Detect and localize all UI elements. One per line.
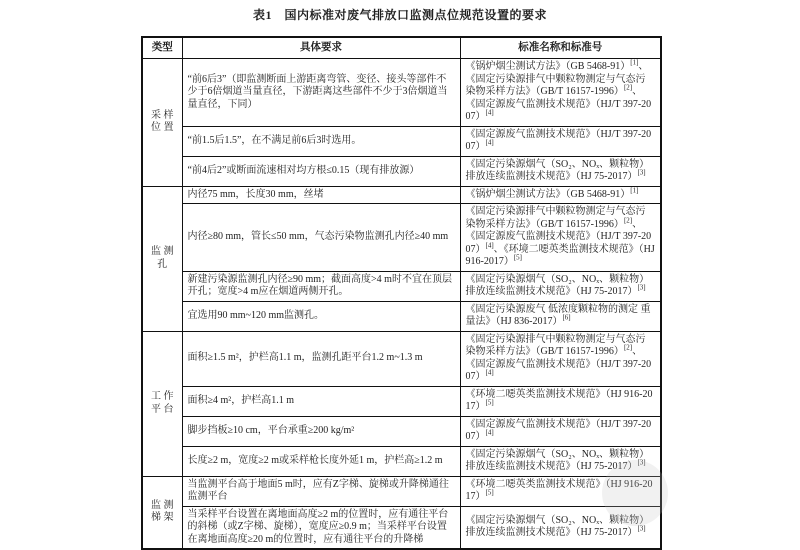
table-row: [142, 416, 661, 446]
row-group-type-line: 梯 架: [151, 512, 174, 524]
table-row: [142, 331, 661, 386]
requirement-cell: 长度≥2 m，宽度≥2 m或采样枪长度外延1 m，护栏高≥1.2 m: [182, 446, 460, 476]
reference-superscript: [1]: [630, 186, 639, 195]
requirement-cell: 脚步挡板≥10 cm，平台承重≥200 kg/m²: [182, 416, 460, 446]
standards-table: [141, 36, 662, 550]
reference-superscript: [2]: [623, 216, 633, 225]
standard-cell: 《固定污染源废气 低浓度颗粒物的测定 重量法》（HJ 836-2017）[6]: [460, 301, 661, 331]
standard-cell: 《固定源废气监测技术规范》（HJ/T 397-2007）[4]: [460, 126, 661, 156]
requirement-cell: 面积≥1.5 m²，护栏高1.1 m，监测孔距平台1.2 m~1.3 m: [182, 331, 460, 386]
reference-superscript: [2]: [623, 343, 633, 352]
standard-cell: 《环境二噁英类监测技术规范》（HJ 916-2017）[5]: [460, 386, 661, 416]
reference-superscript: [3]: [637, 168, 646, 177]
standard-cell: 《固定污染源烟气（SO₂、NOₓ、颗粒物）排放连续监测技术规范》（HJ 75-2017）[3]: [460, 271, 661, 301]
table-row: [142, 186, 661, 204]
requirement-cell: 当采样平台设置在离地面高度≥2 m的位置时，应有通往平台的斜梯（或Z字梯、旋梯），宽度应≥0.9 m；当采样平台设置在离地面高度≥20 m的位置时，应有通往平台的升降梯: [182, 506, 460, 549]
table-row: [142, 301, 661, 331]
table-row: [142, 204, 661, 272]
reference-superscript: [5]: [485, 398, 494, 407]
requirement-cell: 新建污染源监测孔内径≥90 mm；截面高度>4 m时不宜在顶层开孔；宽度>4 m应在烟道两侧开孔。: [182, 271, 460, 301]
row-group-type-line: 平 台: [151, 403, 174, 415]
row-group-type-line: 监 测: [151, 246, 174, 257]
reference-superscript: [2]: [623, 83, 633, 92]
reference-superscript: [4]: [485, 368, 494, 377]
table-row: [142, 476, 661, 506]
standard-cell: 《固定污染源排气中颗粒物测定与气态污染物采样方法》（GB/T 16157-1996）[2]、《固定源废气监测技术规范》（HJ/T 397-2007）[4]、《环境二噁英类监测技术规范》（HJ 916-2017）[5]: [460, 204, 661, 272]
table-row: [142, 506, 661, 549]
row-group-type-line: 孔: [157, 258, 168, 270]
reference-superscript: [4]: [485, 108, 494, 117]
standard-cell: 《锅炉烟尘测试方法》（GB 5468-91）[1]、《固定污染源排气中颗粒物测定与气态污染物采样方法》（GB/T 16157-1996）[2]、《固定源废气监测技术规范》（HJ/T 397-2007）[4]: [460, 59, 661, 127]
reference-superscript: [5]: [485, 488, 494, 497]
row-group-type-line: 工 作: [151, 391, 174, 402]
standard-cell: 《环境二噁英类监测技术规范》（HJ 916-2017）[5]: [460, 476, 661, 506]
table-row: [142, 386, 661, 416]
table-body: [142, 59, 661, 550]
reference-superscript: [3]: [637, 524, 646, 533]
reference-superscript: [6]: [562, 313, 571, 322]
standard-cell: 《固定污染源烟气（SO₂、NOₓ、颗粒物）排放连续监测技术规范》（HJ 75-2017）[3]: [460, 156, 661, 186]
standard-cell: 《固定污染源烟气（SO₂、NOₓ、颗粒物）排放连续监测技术规范》（HJ 75-2017）[3]: [460, 446, 661, 476]
standard-cell: 《固定污染源烟气（SO₂、NOₓ、颗粒物）排放连续监测技术规范》（HJ 75-2017）[3]: [460, 506, 661, 549]
requirement-cell: 当监测平台高于地面5 m时，应有Z字梯、旋梯或升降梯通往监测平台: [182, 476, 460, 506]
reference-superscript: [4]: [485, 428, 494, 437]
col-header-standard: 标准名称和标准号: [460, 37, 661, 59]
requirement-cell: 宜选用90 mm~120 mm监测孔。: [182, 301, 460, 331]
row-group-type-cell: [142, 186, 182, 331]
requirement-cell: 内径≥80 mm，管长≤50 mm，气态污染物监测孔内径≥40 mm: [182, 204, 460, 272]
reference-superscript: [5]: [513, 253, 523, 262]
table-title: 表1 国内标准对废气排放口监测点位规范设置的要求: [252, 8, 547, 22]
standard-cell: 《固定源废气监测技术规范》（HJ/T 397-2007）[4]: [460, 416, 661, 446]
row-group-type-cell: [142, 331, 182, 476]
reference-superscript: [3]: [637, 283, 646, 292]
standard-cell: 《固定污染源排气中颗粒物测定与气态污染物采样方法》（GB/T 16157-1996）[2]、《固定源废气监测技术规范》（HJ/T 397-2007）[4]: [460, 331, 661, 386]
table-row: [142, 126, 661, 156]
requirement-cell: 内径75 mm，长度30 mm，丝堵: [182, 186, 460, 204]
row-group-type-cell: [142, 59, 182, 187]
requirement-cell: “前4后2”或断面流速相对均方根≤0.15（现有排放源）: [182, 156, 460, 186]
table-row: [142, 446, 661, 476]
reference-superscript: [1]: [630, 58, 639, 67]
row-group-type-line: 监 测: [151, 499, 174, 511]
requirement-cell: “前1.5后1.5”，在不满足前6后3时选用。: [182, 126, 460, 156]
reference-superscript: [4]: [485, 241, 494, 250]
col-header-requirement: 具体要求: [182, 37, 460, 59]
header-row: [142, 37, 661, 59]
row-group-type-line: 采 样: [151, 109, 174, 121]
reference-superscript: [3]: [637, 458, 646, 467]
table-row: [142, 59, 661, 127]
reference-superscript: [4]: [485, 138, 494, 147]
requirement-cell: 面积≥4 m²，护栏高1.1 m: [182, 386, 460, 416]
table-row: [142, 271, 661, 301]
row-group-type-line: 位 置: [151, 122, 174, 134]
requirement-cell: “前6后3”（即监测断面上游距离弯管、变径、接头等部件不少于6倍烟道当量直径，下游距离这些部件不少于3倍烟道当量直径，下同）: [182, 59, 460, 127]
standard-cell: 《锅炉烟尘测试方法》（GB 5468-91）[1]: [460, 186, 661, 204]
col-header-type: 类型: [142, 37, 182, 59]
table-row: [142, 156, 661, 186]
row-group-type-cell: [142, 476, 182, 549]
